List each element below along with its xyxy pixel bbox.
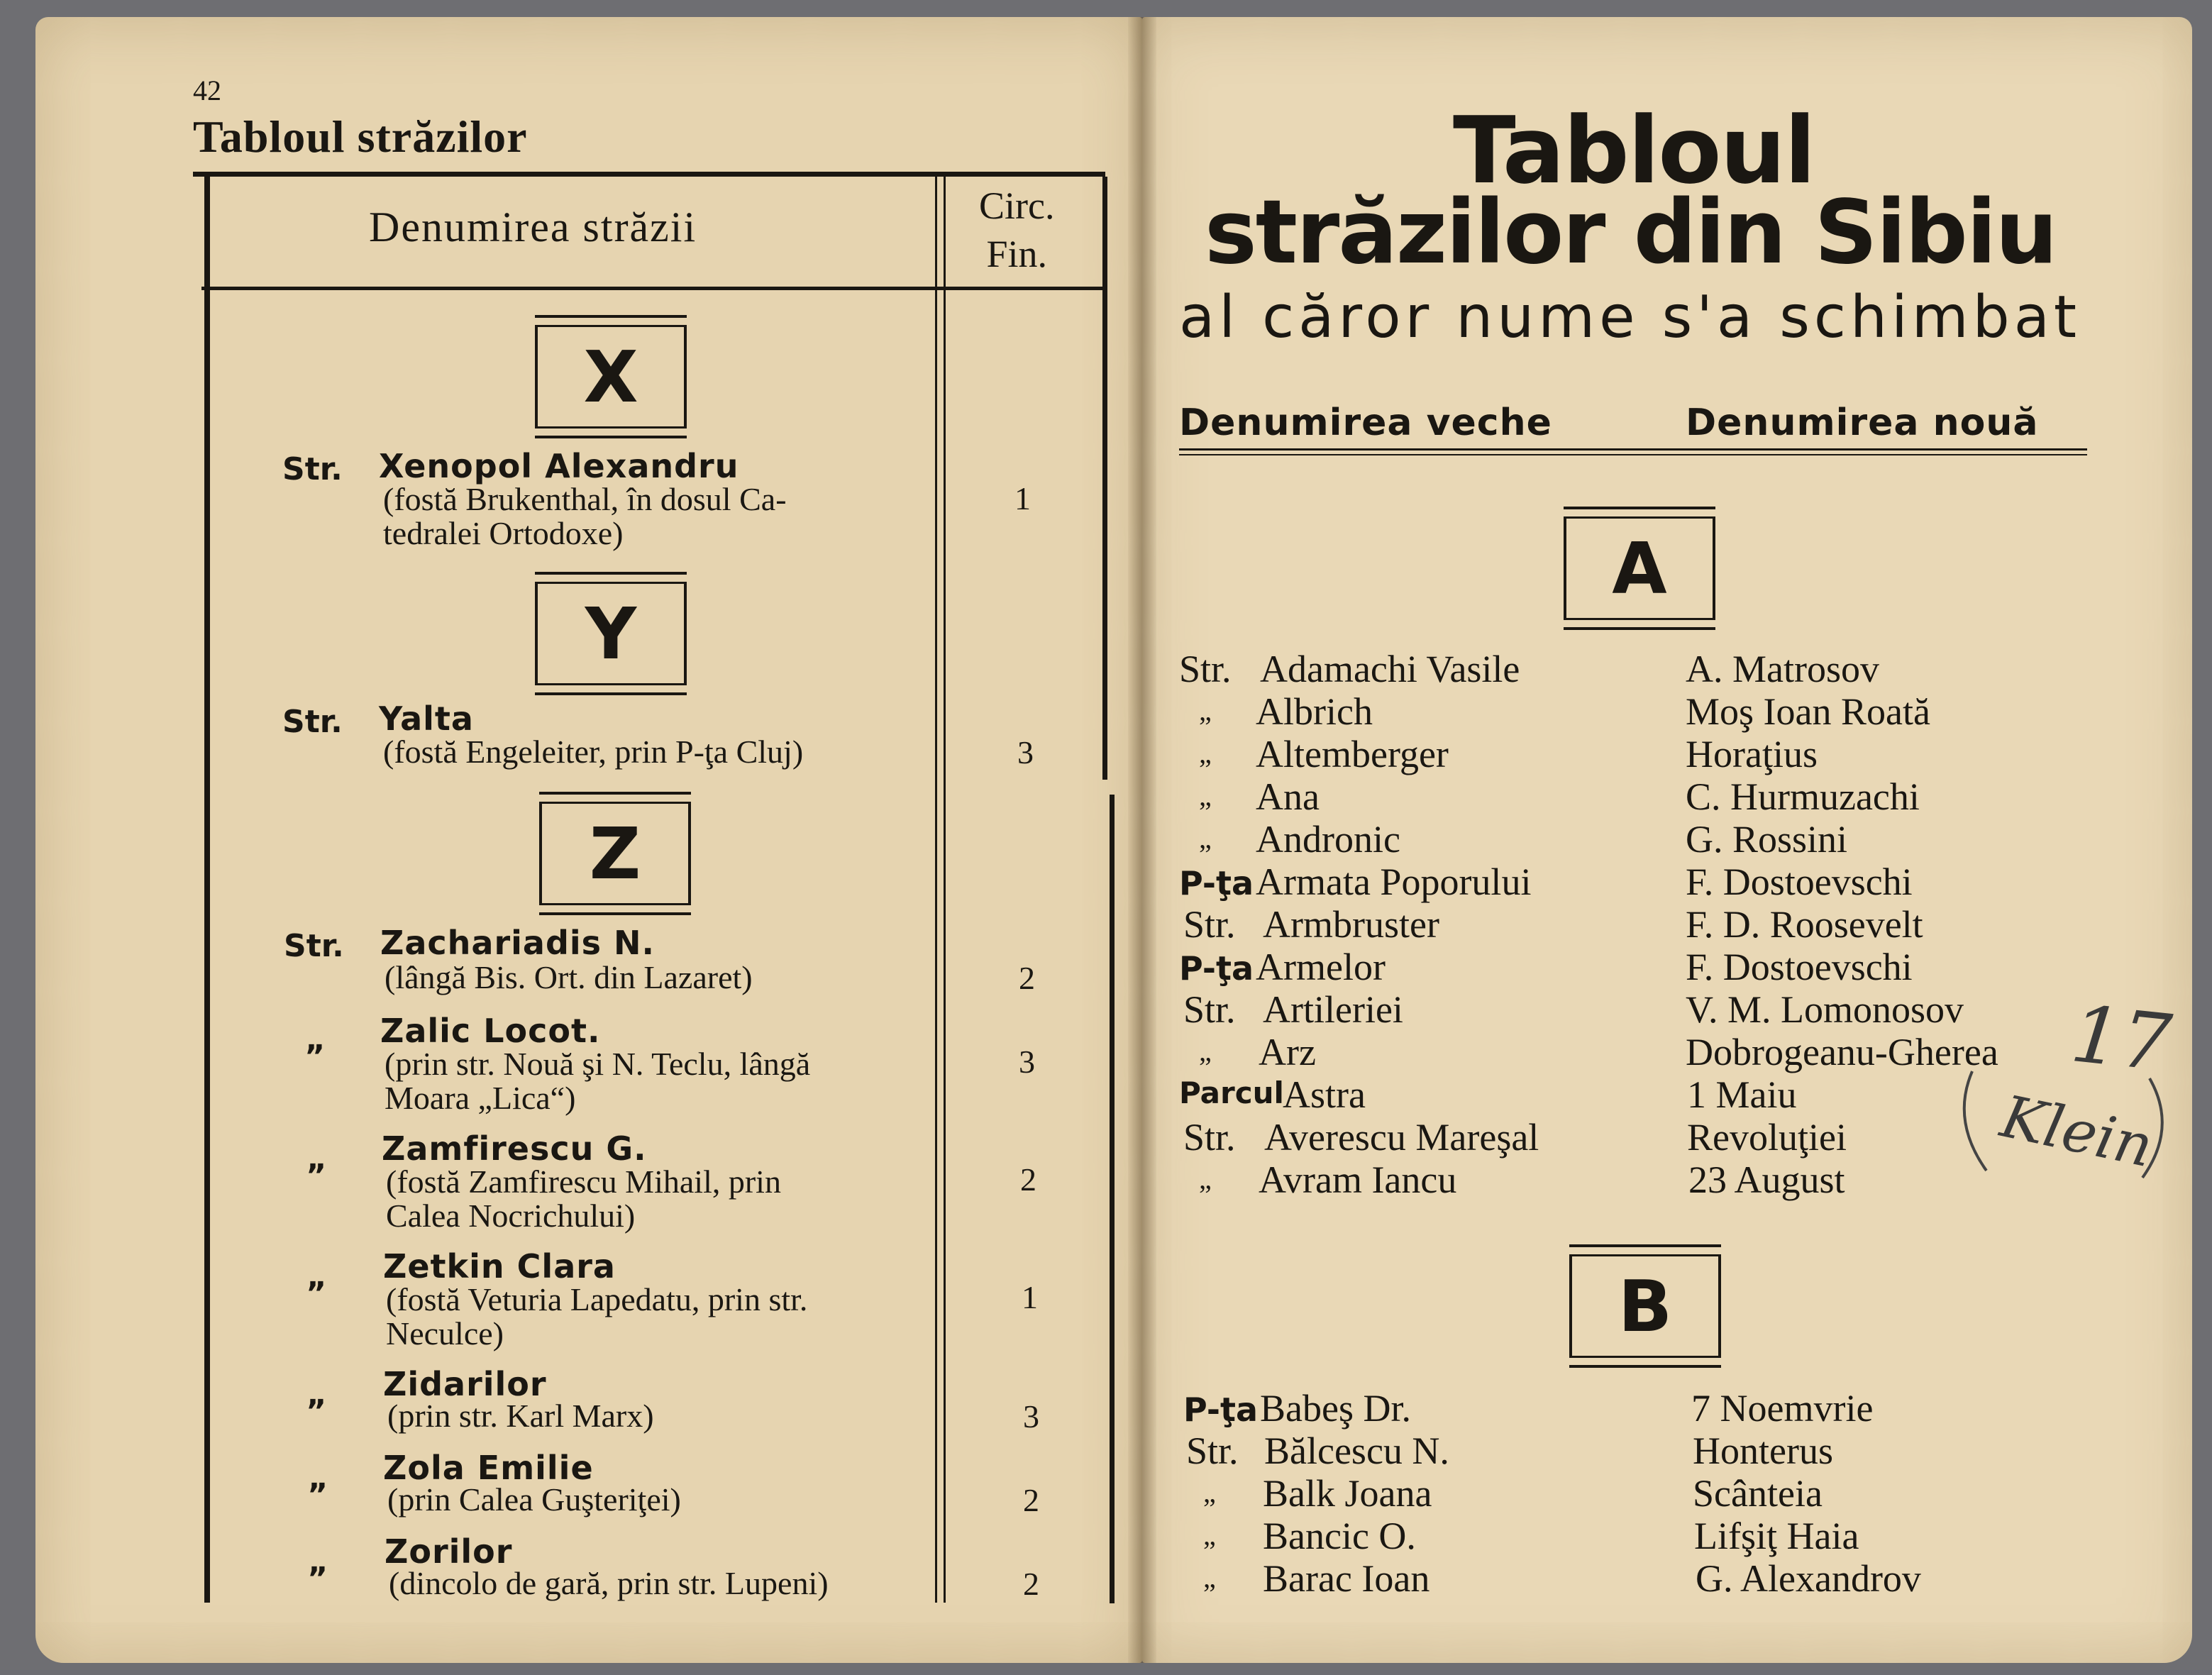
old-prefix: Str. <box>1183 1116 1236 1159</box>
new-name: C. Hurmuzachi <box>1686 775 1920 818</box>
old-name: Altemberger <box>1256 733 1449 775</box>
new-name: Horaţius <box>1686 733 1818 775</box>
column-header-new: Denumirea nouă <box>1686 402 2039 444</box>
street-name: Zidarilor <box>383 1365 547 1403</box>
circ-value: 2 <box>1023 1482 1039 1518</box>
table-right-rule-lower <box>1110 795 1115 1603</box>
book-spine <box>1128 17 1156 1663</box>
street-note: (dincolo de gară, prin str. Lupeni) <box>389 1565 829 1601</box>
handwritten-number: 17 <box>2067 988 2176 1089</box>
old-prefix: Str. <box>1183 903 1236 946</box>
street-name: Zamfirescu G. <box>382 1129 647 1168</box>
old-name: Bancic O. <box>1263 1515 1416 1557</box>
old-name: Barac Ioan <box>1263 1557 1430 1600</box>
page-subtitle: al căror nume s'a schimbat <box>1179 284 2081 351</box>
table-header-rule <box>201 287 1102 290</box>
ditto-mark: „ <box>306 1259 327 1295</box>
entry-prefix: Str. <box>284 928 344 964</box>
street-name: Zachariadis N. <box>380 924 656 962</box>
old-prefix: Str. <box>1186 1430 1239 1472</box>
new-name: G. Alexandrov <box>1696 1557 1921 1600</box>
old-name: Armbruster <box>1263 903 1439 946</box>
section-letter-a: A <box>1564 516 1715 620</box>
old-name: Adamachi Vasile <box>1260 648 1520 690</box>
street-name: Zorilor <box>385 1532 513 1571</box>
section-letter-x: X <box>535 325 687 429</box>
page-number: 42 <box>193 74 221 106</box>
street-note: (prin str. Karl Marx) <box>387 1398 654 1434</box>
entry-prefix: Str. <box>282 704 343 740</box>
ditto-mark: „ <box>308 1460 328 1496</box>
old-prefix: P-ţa <box>1179 864 1254 902</box>
old-name: Armelor <box>1256 946 1386 988</box>
old-prefix: P-ţa <box>1183 1391 1259 1429</box>
table-header-circ-line1: Circ. <box>979 184 1055 227</box>
new-name: 23 August <box>1688 1159 1845 1201</box>
page-title-line2: străzilor din Sibiu <box>1205 182 2057 284</box>
old-name: Arz <box>1259 1031 1316 1073</box>
old-prefix: Parcul <box>1179 1076 1284 1110</box>
circ-value: 3 <box>1017 734 1034 770</box>
old-prefix: P-ţa <box>1179 949 1254 988</box>
circ-value: 3 <box>1019 1044 1035 1080</box>
new-name: A. Matrosov <box>1686 648 1879 690</box>
ditto-mark: „ <box>306 1141 327 1177</box>
street-name: Zalic Locot. <box>380 1012 601 1050</box>
old-prefix: „ <box>1199 1035 1212 1067</box>
new-name: Honterus <box>1693 1430 1833 1472</box>
table-header-circ <box>979 182 1054 278</box>
new-name: Revoluţiei <box>1687 1116 1847 1159</box>
new-name: 7 Noemvrie <box>1691 1387 1874 1430</box>
new-name: G. Rossini <box>1686 818 1848 861</box>
section-letter-z: Z <box>539 802 691 905</box>
street-note: (fostă Engeleiter, prin P-ţa Cluj) <box>383 734 804 770</box>
section-letter-y: Y <box>535 582 687 685</box>
table-col-rule-2 <box>944 177 946 1603</box>
table-left-rule <box>204 177 210 1603</box>
old-prefix: „ <box>1199 780 1212 812</box>
new-name: F. D. Roosevelt <box>1686 903 1923 946</box>
table-right-rule <box>1102 177 1107 780</box>
old-name: Astra <box>1283 1073 1366 1116</box>
new-name: Moş Ioan Roată <box>1686 690 1930 733</box>
table-col-rule-1 <box>935 177 937 1603</box>
column-header-rule-1 <box>1179 448 2087 450</box>
street-name: Xenopol Alexandru <box>379 447 739 485</box>
circ-value: 2 <box>1020 1161 1036 1198</box>
old-prefix: „ <box>1199 1163 1212 1195</box>
table-header-circ-line2: Fin. <box>986 233 1048 275</box>
circ-value: 2 <box>1019 960 1035 996</box>
new-name: Dobrogeanu-Gherea <box>1686 1031 1998 1073</box>
street-note: (prin Calea Guşteriţei) <box>387 1481 681 1518</box>
circ-value: 1 <box>1014 480 1031 516</box>
street-name: Zetkin Clara <box>383 1247 616 1286</box>
old-prefix: Str. <box>1183 988 1236 1031</box>
new-name: Lifşiţ Haia <box>1694 1515 1859 1557</box>
street-name: Zola Emilie <box>383 1449 594 1487</box>
new-name: 1 Maiu <box>1687 1073 1797 1116</box>
running-head: Tabloul străzilor <box>193 111 528 162</box>
street-note: (fostă Veturia Lapedatu, prin str. Neculce) <box>386 1281 808 1351</box>
new-name: Scânteia <box>1693 1472 1823 1515</box>
entry-prefix: Str. <box>282 451 343 487</box>
old-prefix: „ <box>1199 822 1212 854</box>
ditto-mark: „ <box>308 1544 328 1580</box>
old-prefix: Str. <box>1179 648 1232 690</box>
page-title-line1: Tabloul <box>1453 96 1815 204</box>
old-name: Ana <box>1256 775 1320 818</box>
old-prefix: „ <box>1199 695 1212 726</box>
new-name: V. M. Lomonosov <box>1686 988 1964 1031</box>
handwritten-signature: Klein <box>1995 1083 2159 1181</box>
column-header-rule-2 <box>1179 454 2087 455</box>
street-name: Yalta <box>379 700 474 738</box>
circ-value: 1 <box>1022 1279 1038 1315</box>
old-name: Albrich <box>1256 690 1373 733</box>
old-name: Bălcescu N. <box>1264 1430 1449 1472</box>
street-note: (prin str. Nouă şi N. Teclu, lângă Moara „Lica“) <box>385 1046 811 1116</box>
old-name: Andronic <box>1256 818 1400 861</box>
old-name: Artileriei <box>1263 988 1403 1031</box>
old-prefix: „ <box>1203 1476 1216 1508</box>
column-header-old: Denumirea veche <box>1179 402 1552 444</box>
new-name: F. Dostoevschi <box>1686 861 1913 903</box>
old-name: Balk Joana <box>1263 1472 1432 1515</box>
old-name: Avram Iancu <box>1259 1159 1457 1201</box>
new-name: F. Dostoevschi <box>1686 946 1913 988</box>
old-prefix: „ <box>1203 1561 1216 1593</box>
old-prefix: „ <box>1199 737 1212 769</box>
table-top-rule <box>193 172 1105 177</box>
circ-value: 3 <box>1023 1398 1039 1434</box>
handwritten-bracket-icon <box>1944 1064 2185 1192</box>
old-name: Babeş Dr. <box>1260 1387 1411 1430</box>
circ-value: 2 <box>1023 1566 1039 1602</box>
street-note: (fostă Brukenthal, în dosul Ca- tedralei Ortodoxe) <box>383 481 787 551</box>
section-letter-b: B <box>1569 1254 1721 1358</box>
ditto-mark: „ <box>305 1022 326 1058</box>
old-name: Averescu Mareşal <box>1264 1116 1539 1159</box>
street-note: (lângă Bis. Ort. din Lazaret) <box>385 959 753 995</box>
old-name: Armata Poporului <box>1256 861 1532 903</box>
old-prefix: „ <box>1203 1519 1216 1551</box>
ditto-mark: „ <box>306 1376 327 1413</box>
street-note: (fostă Zamfirescu Mihail, prin Calea Nocrichului) <box>386 1163 781 1234</box>
table-header-name: Denumirea străzii <box>369 204 697 250</box>
